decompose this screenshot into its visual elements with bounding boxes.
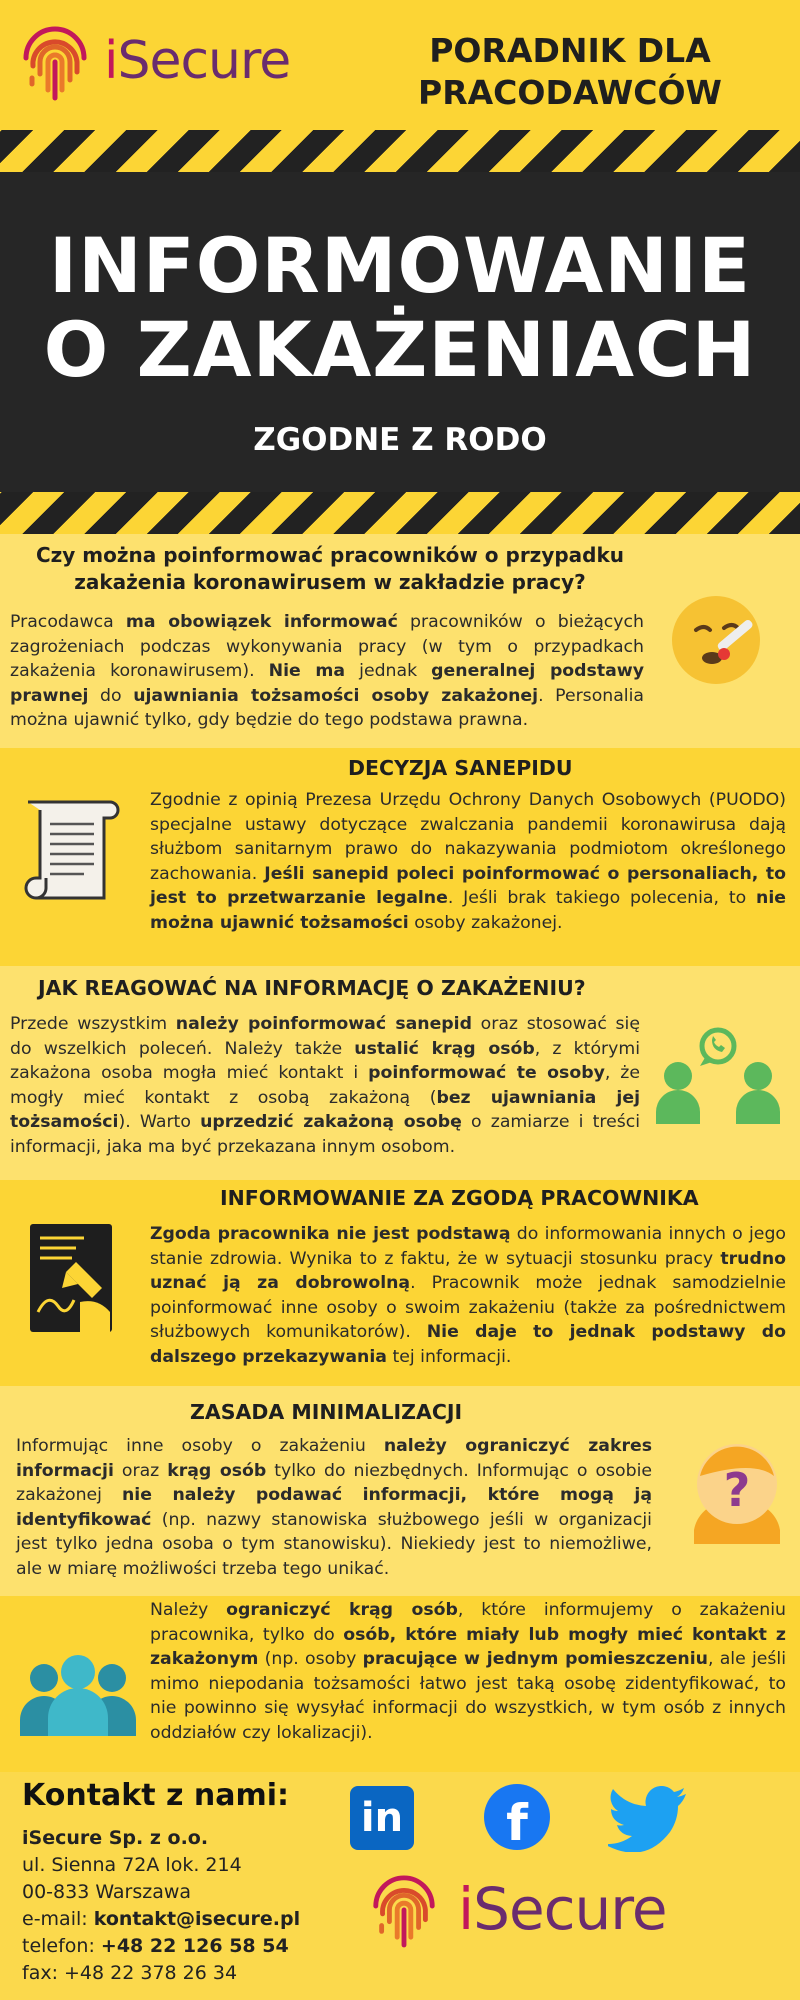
body-text: . Pracownik może jednak samodzielnie poinformować inne osoby o swoim zakażeniu (także za pośrednictwem służbowych komunikatorów). [150,1273,787,1342]
header [0,0,800,130]
footer-logo[interactable] [368,1866,667,1952]
facebook-icon: f [506,1794,528,1850]
contact-heading: Kontakt z nami: [22,1778,290,1813]
section-question [0,534,800,748]
contact-company: iSecure Sp. z o.o. [22,1827,209,1849]
emphasis-text: należy ograniczyć zakres informacji [16,1436,652,1481]
emphasis-text: Zgoda pracownika nie jest podstawą [150,1224,511,1244]
question-paragraph [10,610,644,733]
logo-text: iSecure [104,31,291,91]
signing-document-icon [28,1222,114,1334]
sanepid-paragraph [150,788,786,935]
emphasis-text: generalnej podstawy prawnej [10,661,644,706]
emphasis-text: ustalić krąg osób [354,1038,535,1059]
contact-phone-line: telefon: +48 22 126 58 54 [22,1935,289,1957]
contact-city: 00-833 Warszawa [22,1881,192,1903]
linkedin-button[interactable] [350,1786,414,1850]
question-person-icon [690,1436,784,1546]
emphasis-text: Jeśli sanepid poleci poinformować o personaliach, to jest to przetwarzanie legalne [150,863,786,908]
fingerprint-icon [18,18,92,104]
section-reaction [0,966,800,1180]
guide-title-line1: PORADNIK DLA [429,31,711,70]
body-text: ). Warto [118,1112,201,1132]
body-text: . Personalia można ujawnić tylko, gdy będzie do tego podstawa prawna. [10,685,644,730]
body-text: Pracodawca [10,612,126,632]
body-text: tylko do niezbędnych. Informując o osobie zakażonej [16,1460,653,1505]
contact-email-line: e-mail: kontakt@isecure.pl [22,1908,301,1930]
emphasis-text: ograniczyć krąg osób [226,1600,458,1620]
body-text: Przede wszystkim [10,1014,176,1034]
body-text: oraz stosować się do wszelkich poleceń. Należy także [10,1014,640,1059]
hero-subtitle: ZGODNE Z RODO [253,422,547,458]
linkedin-icon: in [360,1795,404,1841]
contact-street: ul. Sienna 72A lok. 214 [22,1854,242,1876]
body-text: do informowania innych o jego stanie zdrowia. Wynika to z faktu, że w sytuacji stosunku pracy [150,1224,786,1269]
sick-face-icon [668,590,768,690]
emphasis-text: uprzedzić zakażoną osobę [200,1112,462,1132]
group-people-icon [16,1652,140,1736]
contact-email-link[interactable]: kontakt@isecure.pl [93,1908,301,1930]
guide-title-line2: PRACODAWCÓW [418,73,722,112]
footer-logo-text: iSecure [458,1875,667,1943]
reaction-paragraph [10,1012,640,1159]
hazard-stripes-top [0,130,800,172]
section-limit-circle [0,1596,800,1772]
emphasis-text: poinformować te osoby [368,1063,605,1083]
emphasis-text: osób, które miały lub mogły mieć kontakt z zakażonym [150,1624,786,1669]
body-text: osoby zakażonej. [408,912,563,933]
emphasis-text: Nie ma [268,661,346,681]
consent-heading: INFORMOWANIE ZA ZGODĄ PRACOWNIKA [220,1186,699,1210]
body-text: o zamiarze i treści informacji, jaka ma być przekazana innym osobom. [10,1112,641,1157]
body-text: jednak [345,661,432,681]
svg-text:?: ? [723,1463,751,1517]
emphasis-text: nie można ujawnić tożsamości [150,888,786,933]
contact-phone[interactable]: +48 22 126 58 54 [100,1935,289,1957]
body-text: (np. nazwy stanowiska służbowego jeśli w organizacji jest tylko jedna osoba o tym stanowisku). Niekiedy jest to niemożliwe, ale w miarę możliwości trzeba tego unikać. [16,1509,652,1579]
question-title: Czy można poinformować pracowników o przypadku zakażenia koronawirusem w zakładzie pracy? [35,543,625,594]
guide-title [360,30,780,114]
body-text: pracowników o bieżących zagrożeniach podczas wykonywania pracy (w tym o przypadkach zakażenia koronawirusem). [10,612,644,681]
body-text: oraz [113,1460,168,1481]
body-text: , ale jeśli mimo niepodania tożsamości łatwo jest taką osobę zidentyfikować, to nie powinno się wysyłać informacji do wszystkich, w tym osób z innych oddziałów czy lokalizacji). [150,1649,787,1743]
people-chat-icon [652,1026,784,1126]
emphasis-text: trudno uznać ją za dobrowolną [150,1248,786,1293]
body-text: , z którymi zakażona osoba mogła mieć kontakt i [10,1038,640,1083]
hazard-stripes-bottom [0,492,800,534]
consent-paragraph [150,1222,786,1369]
emphasis-text: pracujące w jednym pomieszczeniu [362,1649,708,1669]
body-text: do [88,685,134,706]
emphasis-text: należy poinformować sanepid [175,1014,472,1034]
body-text: , które informujemy o zakażeniu pracownika, tylko do [150,1600,787,1645]
emphasis-text: ma obowiązek informować [125,612,398,632]
emphasis-text: bez ujawniania jej tożsamości [10,1087,640,1132]
body-text: . Jeśli brak takiego polecenia, to [447,888,757,908]
body-text: Zgodnie z opinią Prezesa Urzędu Ochrony Danych Osobowych (PUODO) specjalne ustawy dotyczące zwalczania pandemii koronawirusa dają służbom sanitarnym prawo do nakazywania podmiotom określonego zachowania. [150,790,786,884]
hero-title: INFORMOWANIE O ZAKAŻENIACH [43,221,757,394]
facebook-button[interactable] [484,1784,550,1850]
contact-fax: fax: +48 22 378 26 34 [22,1962,238,1984]
body-text: tej informacji. [386,1346,512,1367]
body-text: Należy [150,1600,227,1620]
emphasis-text: Nie daje to jednak podstawy do dalszego przekazywania [150,1322,786,1367]
emphasis-text: nie należy podawać informacji, które mogą ją identyfikować [16,1485,653,1530]
body-text: , że mogły mieć kontakt z osobą zakażoną ( [10,1063,640,1108]
reaction-heading: JAK REAGOWAĆ NA INFORMACJĘ O ZAKAŻENIU? [38,976,586,1000]
body-text: (np. osoby [258,1649,363,1669]
sanepid-heading: DECYZJA SANEPIDU [348,756,573,780]
minimization-heading: ZASADA MINIMALIZACJI [190,1400,463,1424]
emphasis-text: krąg osób [167,1460,267,1481]
limit-circle-paragraph [150,1598,786,1745]
section-minimization [0,1386,800,1596]
fingerprint-icon [368,1866,440,1952]
emphasis-text: ujawniania tożsamości osoby zakażonej [133,685,539,706]
section-consent [0,1180,800,1386]
section-sanepid [0,748,800,966]
logo[interactable] [18,18,290,104]
hero-banner [0,172,800,492]
twitter-icon[interactable] [608,1786,688,1852]
document-scroll-icon [14,794,124,906]
body-text: Informując inne osoby o zakażeniu [16,1436,384,1456]
minimization-paragraph [16,1434,652,1581]
